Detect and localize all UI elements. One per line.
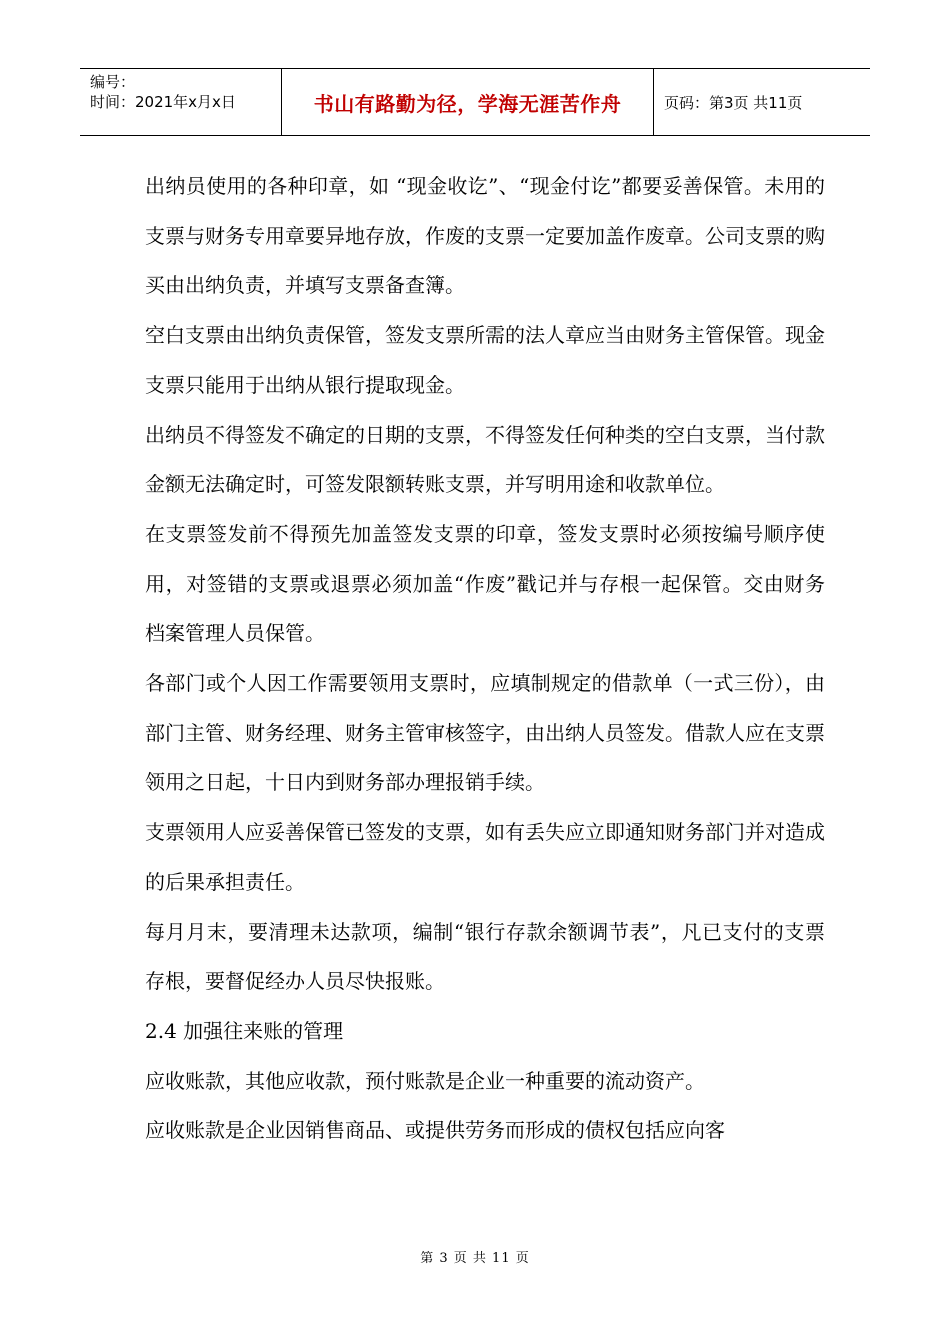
paragraph: 出纳员不得签发不确定的日期的支票，不得签发任何种类的空白支票，当付款金额无法确定时，可签发限额转账支票，并写明用途和收款单位。 bbox=[145, 422, 825, 497]
paragraph: 应收账款，其他应收款，预付账款是企业一种重要的流动资产。 bbox=[145, 1068, 705, 1093]
paragraph: 在支票签发前不得预先加盖签发支票的印章，签发支票时必须按编号顺序使用，对签错的支票或退票必须加盖“作废”戳记并与存根一起保管。交由财务档案管理人员保管。 bbox=[145, 521, 825, 646]
paragraph: 出纳员使用的各种印章，如 “现金收讫”、“现金付讫”都要妥善保管。未用的支票与财务专用章要异地存放，作废的支票一定要加盖作废章。公司支票的购买由出纳负责，并填写支票备查簿。 bbox=[145, 174, 825, 298]
page-footer: 第 3 页 共 11 页 bbox=[420, 1251, 530, 1266]
paragraph: 每月月末，要清理未达款项，编制“银行存款余额调节表”，凡已支付的支票存根，要督促经办人员尽快报账。 bbox=[145, 919, 825, 994]
header-page-info: 页码：第3页 共11页 bbox=[664, 93, 803, 112]
document-number-label: 编号： bbox=[90, 73, 136, 91]
document-body bbox=[145, 162, 825, 1156]
document-date: 时间：2021年x月x日 bbox=[90, 93, 236, 111]
paragraph: 空白支票由出纳负责保管，签发支票所需的法人章应当由财务主管保管。现金支票只能用于出纳从银行提取现金。 bbox=[145, 323, 825, 397]
section-heading: 2.4 加强往来账的管理 bbox=[145, 1018, 344, 1043]
paragraph: 应收账款是企业因销售商品、或提供劳务而形成的债权包括应向客 bbox=[145, 1118, 725, 1143]
page-header bbox=[80, 68, 870, 136]
paragraph: 各部门或个人因工作需要领用支票时，应填制规定的借款单（一式三份），由部门主管、财务经理、财务主管审核签字，由出纳人员签发。借款人应在支票领用之日起，十日内到财务部办理报销手续。 bbox=[145, 671, 825, 795]
header-motto: 书山有路勤为径，学海无涯苦作舟 bbox=[282, 69, 654, 135]
paragraph: 支票领用人应妥善保管已签发的支票，如有丢失应立即通知财务部门并对造成的后果承担责任。 bbox=[145, 820, 825, 894]
header-meta bbox=[80, 69, 282, 135]
